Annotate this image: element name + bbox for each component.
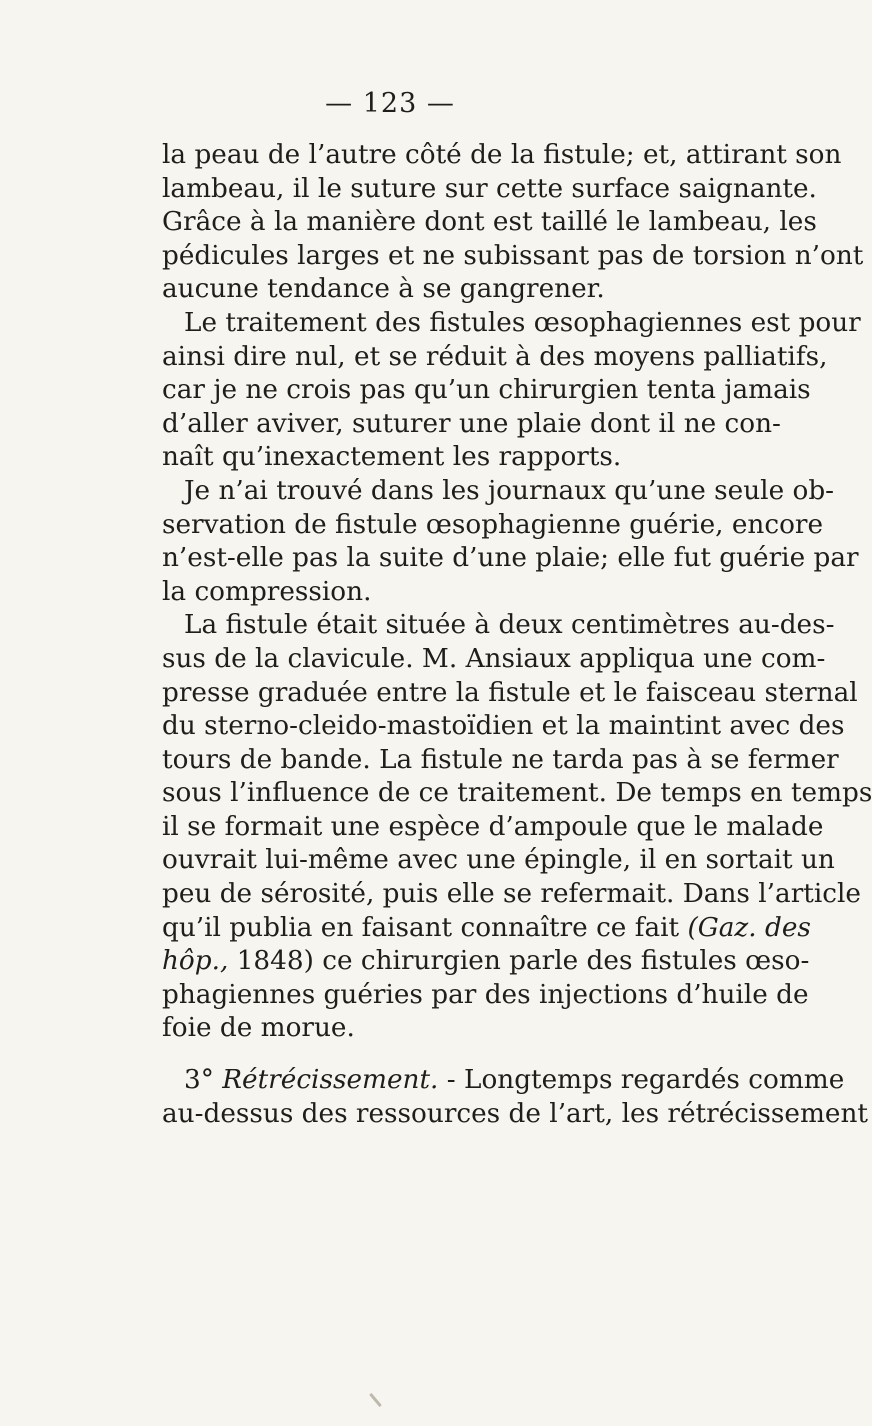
text-segment: 1848) ce chirurgien parle des fistules œso- (236, 946, 810, 977)
text-line: sous l’influence de ce traitement. De temps en temps (162, 778, 872, 809)
section-title: Rétrécissement. (222, 1065, 439, 1095)
text-line: sus de la clavicule. M. Ansiaux appliqua une com- (162, 643, 826, 674)
text-line-with-citation (162, 945, 810, 979)
citation-continued: hôp., (162, 946, 229, 977)
page-number: — 123 — (325, 88, 455, 119)
text-line-with-citation (162, 912, 811, 946)
text-line: aucune tendance à se gangrener. (162, 274, 605, 305)
text-line: la peau de l’autre côté de la fistule; et, attirant son (162, 140, 842, 170)
text-line: la compression. (162, 576, 372, 607)
text-line: Je n’ai trouvé dans les journaux qu’une seule ob- (184, 475, 835, 506)
body-text (162, 139, 872, 1046)
text-line: lambeau, il le suture sur cette surface saignante. (162, 173, 817, 204)
text-line: car je ne crois pas qu’un chirurgien tenta jamais (162, 375, 811, 406)
text-line: il se formait une espèce d’ampoule que le malade (162, 811, 824, 842)
text-line: pédicules larges et ne subissant pas de torsion n’ont (162, 240, 864, 271)
text-line: Grâce à la manière dont est taillé le lambeau, les (162, 207, 817, 238)
citation: (Gaz. des (687, 912, 811, 943)
text-line: Le traitement des fistules œsophagiennes est pour (184, 307, 861, 338)
text-line: peu de sérosité, puis elle se refermait. Dans l’article (162, 879, 861, 910)
text-line: d’aller aviver, suturer une plaie dont il ne con- (162, 408, 781, 439)
text-line: La fistule était située à deux centimètres au-des- (184, 610, 835, 641)
text-line: ouvrait lui-même avec une épingle, il en sortait un (162, 845, 835, 876)
text-line: ainsi dire nul, et se réduit à des moyens palliatifs, (162, 341, 828, 372)
ink-mark (369, 1393, 382, 1407)
text-line: servation de fistule œsophagienne guérie, encore (162, 509, 824, 540)
text-line: phagiennes guéries par des injections d’huile de (162, 979, 809, 1010)
text-line: naît qu’inexactement les rapports. (162, 442, 622, 473)
text-line: n’est-elle pas la suite d’une plaie; elle fut guérie par (162, 543, 859, 574)
text-segment: - Longtemps regardés comme (446, 1065, 845, 1095)
text-line: presse graduée entre la fistule et le faisceau sternal (162, 677, 858, 708)
section-heading-block (162, 1064, 868, 1131)
text-segment: qu’il publia en faisant connaître ce fait (162, 912, 680, 943)
section-heading-line (162, 1064, 845, 1098)
section-number: 3° (184, 1065, 214, 1095)
text-line: au-dessus des ressources de l’art, les rétrécissement (162, 1098, 868, 1129)
text-line: du sterno-cleido-mastoïdien et la maintint avec des (162, 711, 845, 742)
text-line: tours de bande. La fistule ne tarda pas à se fermer (162, 744, 839, 775)
text-line: foie de morue. (162, 1013, 355, 1044)
